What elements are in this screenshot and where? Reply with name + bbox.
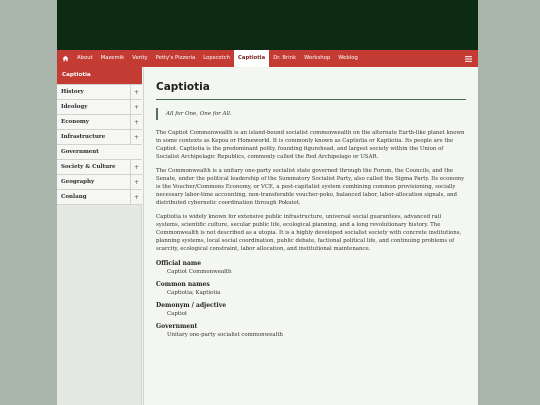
fact-value: Captiotia; Kaptiotia: [167, 290, 221, 296]
site-banner: [57, 0, 478, 50]
fact-official-name: [156, 259, 466, 276]
nav-item-captiotia[interactable]: Captiotia: [234, 50, 269, 67]
nav-item-dr-brink[interactable]: Dr. Brink: [273, 55, 297, 61]
motto-quote: All for One, One for All.: [156, 108, 466, 120]
main-content: [143, 67, 478, 405]
expand-plus-icon[interactable]: +: [130, 160, 142, 174]
nav-item-pettys-pizzeria[interactable]: Petty's Pizzeria: [155, 55, 196, 61]
expand-plus-icon[interactable]: +: [130, 175, 142, 189]
overview-paragraph: Captiotia is widely known for extensive public infrastructure, universal social guarantees, advanced rail systems, scientific culture, secular public life, ecological planning, and a long revolutionary history. The Commonwealth is not described as a utopia. It is a highly developed socialist society with concrete institutions, planning systems, local social coordination, public debate, factional political life, and continuing problems of scarcity, ecological constraint, labor allocation, and institutional maintenance.: [156, 214, 462, 252]
fact-label: Demonym / adjective: [156, 302, 227, 309]
nav-item-lopscotch[interactable]: Lopscotch: [203, 55, 231, 61]
fact-common-names: [156, 280, 466, 297]
fact-value: Unitary one-party socialist commonwealth: [167, 332, 283, 338]
nav-item-mazemik[interactable]: Mazemik: [100, 55, 125, 61]
sidebar-item-history[interactable]: [57, 85, 142, 100]
sidebar-item-label: History: [61, 89, 84, 95]
sidebar-item-label: Ideology: [61, 104, 88, 110]
expand-plus-icon[interactable]: +: [130, 190, 142, 204]
fact-label: Government: [156, 323, 198, 330]
sidebar-item-conlang[interactable]: [57, 190, 142, 205]
expand-plus-icon[interactable]: +: [130, 100, 142, 114]
sidebar-list: [57, 84, 142, 205]
fact-label: Official name: [156, 260, 202, 267]
sidebar-item-label: Infrastructure: [61, 134, 106, 140]
expand-plus-icon[interactable]: +: [130, 85, 142, 99]
nav-item-workshop[interactable]: Workshop: [304, 55, 331, 61]
nav-item-about[interactable]: About: [77, 55, 93, 61]
sidebar-item-economy[interactable]: [57, 115, 142, 130]
page: [57, 0, 478, 405]
nav-item-verity[interactable]: Verity: [132, 55, 148, 61]
sidebar-item-geography[interactable]: [57, 175, 142, 190]
sidebar-item-label: Society & Culture: [61, 164, 116, 170]
sidebar-header[interactable]: Captiotia: [57, 67, 142, 84]
expand-plus-icon[interactable]: +: [130, 115, 142, 129]
nav-item-weblog[interactable]: Weblog: [338, 55, 358, 61]
sidebar-item-infrastructure[interactable]: [57, 130, 142, 145]
government-paragraph: The Commonwealth is a unitary one-party socialist state governed through the Forum, the Councils, and the Senate, under the political leadership of the Summatory Socialist Party, also called the Sigma Party. Its economy is the Voucher/Commons Economy, or VCE, a post-capitalist system combining common provisioning, socially necessary labor-time accounting, non-transferable voucher-poko, balanced labor, labor-allocation signals, and distributed cybernetic coordination through Pokuiot.: [156, 168, 465, 206]
fact-value: Captiot: [167, 311, 188, 317]
sidebar-item-label: Geography: [61, 179, 95, 185]
sidebar-background: [57, 205, 142, 405]
sidebar-item-society-culture[interactable]: [57, 160, 142, 175]
sidebar-item-label: Economy: [61, 119, 89, 125]
fact-label: Common names: [156, 281, 210, 288]
home-icon[interactable]: [57, 50, 73, 67]
page-title: Captiotia: [156, 81, 466, 100]
sidebar-item-label: Government: [61, 149, 99, 155]
sidebar-item-label: Conlang: [61, 194, 87, 200]
fact-demonym: [156, 301, 466, 318]
expand-plus-icon[interactable]: +: [130, 130, 142, 144]
intro-paragraph: The Captiot Commonwealth is an island-bound socialist commonwealth on the alternate Earth-like planet known in some contexts as Kepoa or Homeworld. It is commonly known as Captiotia or Kaptiotia. Its people are the Captiot. Captiotia is the predominant polity, founding figurehead, and largest society within the Union of Socialist Archipelagic Republics, commonly called the Red Archipelago or USAR.: [156, 130, 465, 160]
top-navbar: [57, 50, 478, 67]
hamburger-menu-icon[interactable]: [462, 50, 474, 67]
fact-value: Captiot Commonwealth: [167, 269, 232, 275]
sidebar-item-government[interactable]: [57, 145, 142, 160]
fact-government: [156, 322, 466, 339]
sidebar: [57, 67, 142, 405]
sidebar-item-ideology[interactable]: [57, 100, 142, 115]
